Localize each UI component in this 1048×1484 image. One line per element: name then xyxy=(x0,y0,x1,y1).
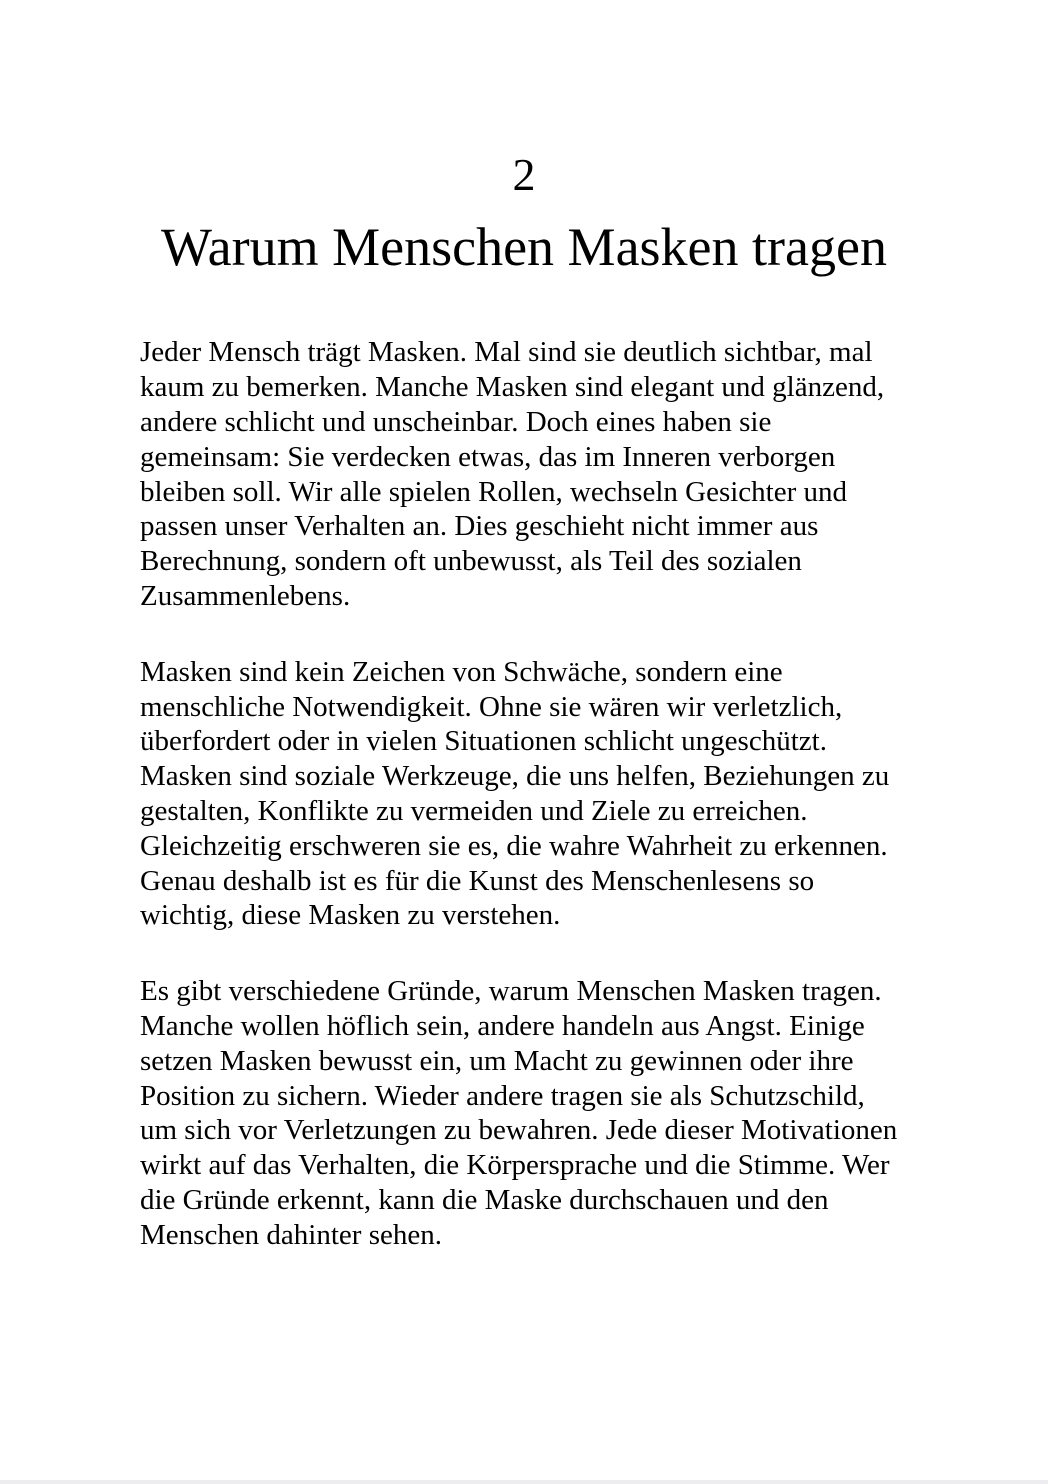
chapter-body xyxy=(140,335,908,1252)
paragraph-3: Es gibt verschiedene Gründe, warum Menschen Masken tragen. Manche wollen höflich sein, andere handeln aus Angst. Einige setzen Masken bewusst ein, um Macht zu gewinnen oder ihre Position zu sichern. Wieder andere tragen sie als Schutzschild, um sich vor Verletzungen zu bewahren. Jede dieser Motivationen wirkt auf das Verhalten, die Körpersprache und die Stimme. Wer die Gründe erkennt, kann die Maske durchschauen und den Menschen dahinter sehen. xyxy=(140,975,898,1251)
page-bottom-edge xyxy=(0,1480,1048,1484)
chapter-number: 2 xyxy=(512,149,536,200)
chapter-title: Warum Menschen Masken tragen xyxy=(161,216,887,277)
paragraph-1: Jeder Mensch trägt Masken. Mal sind sie deutlich sichtbar, mal kaum zu bemerken. Manche Masken sind elegant und glänzend, andere schlicht und unscheinbar. Doch eines haben sie gemeinsam: Sie verdecken etwas, das im Inneren verborgen bleiben soll. Wir alle spielen Rollen, wechseln Gesichter und passen unser Verhalten an. Dies geschieht nicht immer aus Berechnung, sondern oft unbewusst, als Teil des sozialen Zusammenlebens. xyxy=(140,336,885,612)
paragraph-2: Masken sind kein Zeichen von Schwäche, sondern eine menschliche Notwendigkeit. Ohne sie wären wir verletzlich, überfordert oder in vielen Situationen schlicht ungeschützt. Masken sind soziale Werkzeuge, die uns helfen, Beziehungen zu gestalten, Konflikte zu vermeiden und Ziele zu erreichen. Gleichzeitig erschweren sie es, die wahre Wahrheit zu erkennen. Genau deshalb ist es für die Kunst des Menschenlesens so wichtig, diese Masken zu verstehen. xyxy=(140,655,890,932)
